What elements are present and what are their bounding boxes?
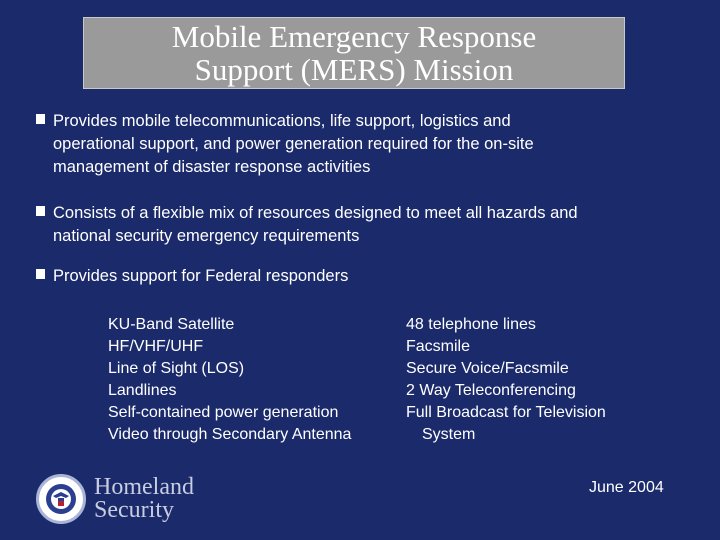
- list-item: HF/VHF/UHF: [108, 338, 204, 355]
- logo-line-2: Security: [94, 497, 174, 523]
- slide-title-line-2: Support (MERS) Mission: [194, 52, 514, 87]
- list-item: Landlines: [108, 382, 177, 399]
- list-item: KU-Band Satellite: [108, 316, 235, 333]
- list-item: Full Broadcast for Television: [406, 404, 606, 421]
- logo-line-1: Homeland: [94, 474, 194, 500]
- list-item: Line of Sight (LOS): [108, 360, 245, 377]
- slide-title-line-1: Mobile Emergency Response: [171, 19, 537, 54]
- homeland-security-logo: [36, 474, 194, 524]
- bullet-text: Consists of a flexible mix of resources designed to meet all hazards and national security emergency requirements: [53, 204, 578, 245]
- list-item: 2 Way Teleconferencing: [406, 382, 576, 399]
- list-item: System: [422, 426, 476, 443]
- square-bullet-icon: [36, 206, 45, 216]
- list-item: Video through Secondary Antenna: [108, 426, 352, 443]
- list-item: Self-contained power generation: [108, 404, 339, 421]
- capabilities-list-left: [108, 314, 351, 446]
- logo-wordmark: [94, 476, 194, 522]
- title-box: [83, 17, 625, 89]
- square-bullet-icon: [36, 269, 45, 279]
- dhs-seal-icon: [36, 474, 86, 524]
- bullet-item: [36, 110, 593, 179]
- bullet-text: Provides support for Federal responders: [53, 267, 349, 285]
- bullet-item: [36, 265, 593, 288]
- list-item: 48 telephone lines: [406, 316, 536, 333]
- square-bullet-icon: [36, 114, 45, 124]
- bullet-item: [36, 202, 593, 248]
- capabilities-list-right: [406, 314, 606, 446]
- list-item: Secure Voice/Facsmile: [406, 360, 569, 377]
- slide-date: June 2004: [589, 479, 664, 496]
- list-item: Facsmile: [406, 338, 471, 355]
- bullet-text: Provides mobile telecommunications, life support, logistics and operational support, and power generation required for the on-site management of disaster response activities: [53, 112, 534, 176]
